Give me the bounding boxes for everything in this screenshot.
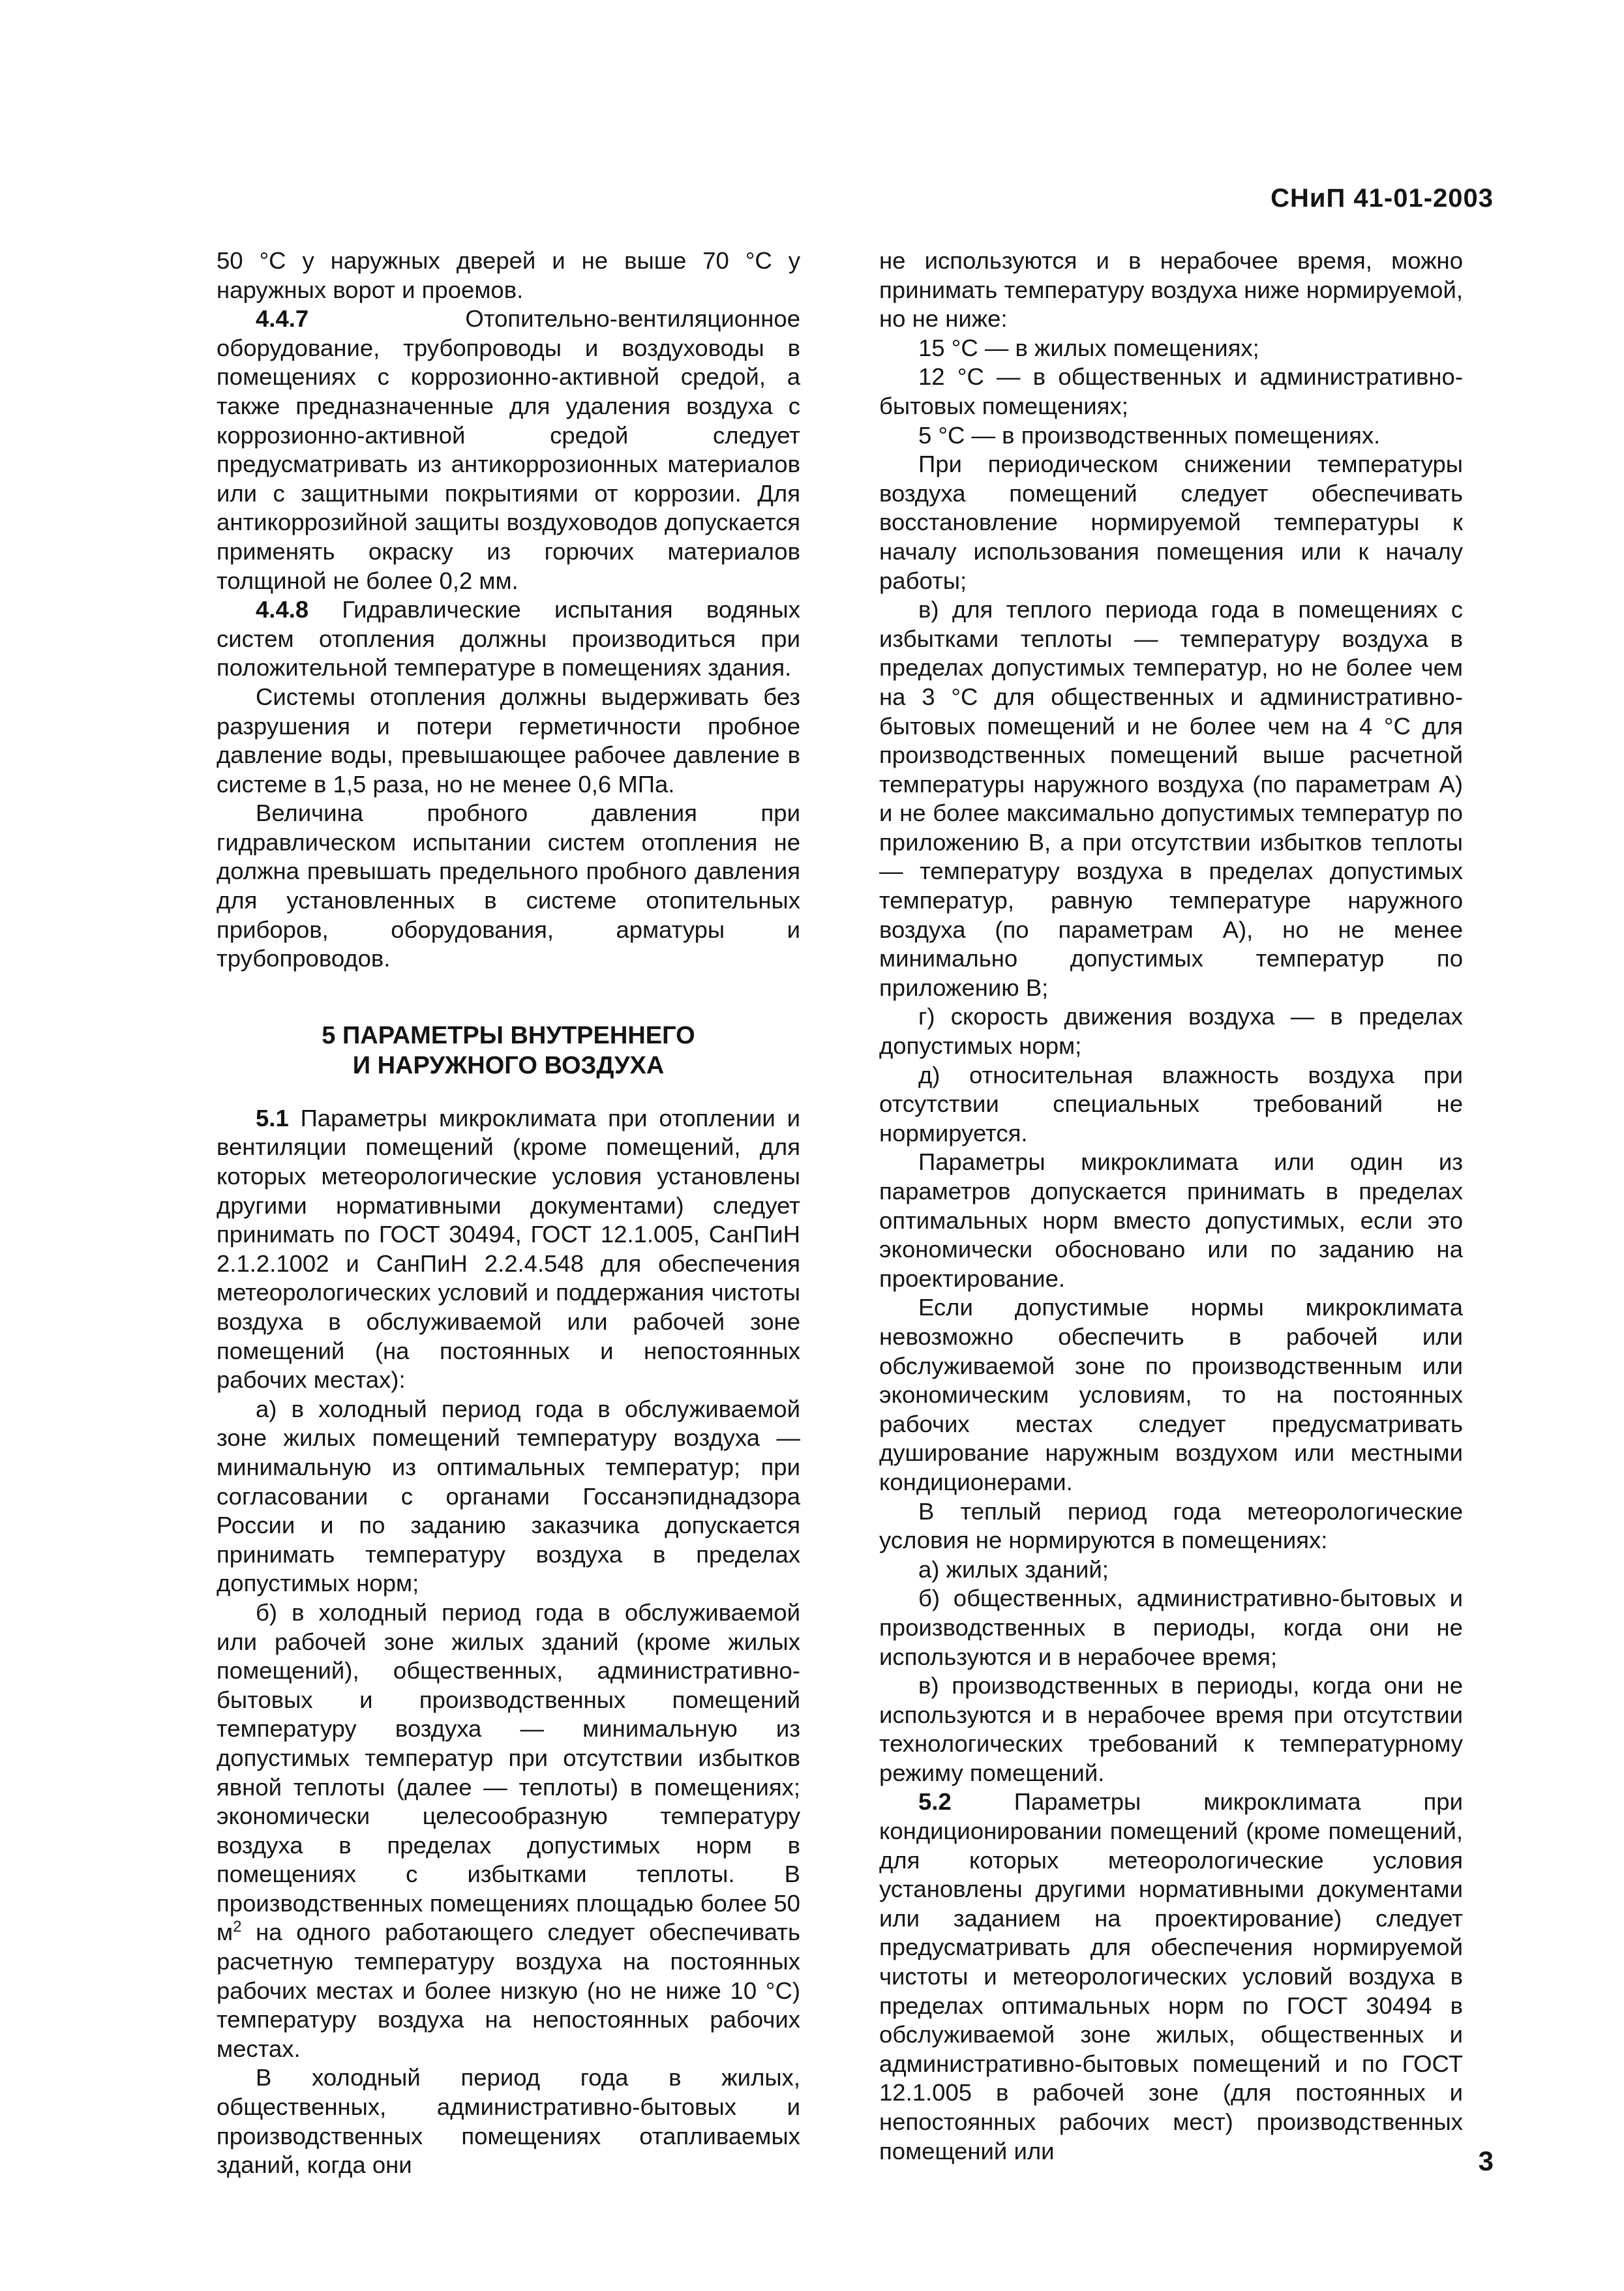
paragraph: При периодическом снижении температуры воздуха помещений следует обеспечивать восстановление нормируемой температуры к началу использования помещения или к началу работы;	[879, 451, 1463, 594]
clause-number: 4.4.7	[256, 305, 309, 333]
paragraph: 5 °С — в производственных помещениях.	[918, 421, 1381, 449]
section-heading-line1: 5 ПАРАМЕТРЫ ВНУТРЕННЕГО	[322, 1021, 695, 1049]
superscript: 2	[233, 1918, 242, 1936]
paragraph: Параметры микроклимата или один из параметров допускается принимать в пределах оптимальных норм вместо допустимых, если это экономически обосновано или по заданию на проектирование.	[879, 1148, 1463, 1292]
paragraph: 15 °С — в жилых помещениях;	[918, 334, 1259, 361]
clause-number: 5.1	[256, 1104, 289, 1131]
paragraph-4-4-8	[217, 595, 800, 683]
document-code: СНиП 41-01-2003	[1271, 184, 1494, 213]
paragraph-4-4-7	[217, 305, 800, 595]
clause-text: Отопительно-вентиляционное оборудование, трубопроводы и воздуховоды в помещениях с коррозионно-активной средой, а также предназначенные для удаления воздуха с коррозионно-активной средой следует предусматривать из антикоррозионных материалов или с защитными покрытиями от коррозии. Для антикоррозийной защиты воздуховодов допускается применять окраску из горючих материалов толщиной не более 0,2 мм.	[217, 305, 800, 594]
page-number: 3	[1478, 2146, 1494, 2176]
left-column	[217, 247, 800, 2180]
clause-number: 5.2	[918, 1788, 952, 1816]
text: б) в холодный период года в обслуживаемой или рабочей зоне жилых зданий (кроме жилых помещений), общественных, административно-бытовых и производственных помещений температуру воздуха — минимальную из допустимых температур при отсутствии избытков явной теплоты (далее — теплоты) в помещениях; экономически целесообразную температуру воздуха в пределах допустимых норм в помещениях с избытками теплоты. В производственных помещениях площадью более 50 м	[217, 1598, 800, 1946]
paragraph: Системы отопления должны выдерживать без разрушения и потери герметичности пробное давление воды, превышающее рабочее давление в системе в 1,5 раза, но не менее 0,6 МПа.	[217, 683, 800, 798]
paragraph: В теплый период года метеорологические условия не нормируются в помещениях:	[879, 1497, 1463, 1554]
clause-text: Гидравлические испытания водяных систем отопления должны производиться при положительной температуре в помещениях здания.	[217, 596, 800, 681]
paragraph: а) жилых зданий;	[918, 1555, 1109, 1583]
text: на одного работающего следует обеспечивать расчетную температуру воздуха на постоянных рабочих местах и более низкую (но не ниже 10 °С) температуру воздуха на непостоянных рабочих местах.	[217, 1919, 800, 2062]
clause-number: 4.4.8	[256, 596, 309, 623]
paragraph: Если допустимые нормы микроклимата невозможно обеспечить в рабочей или обслуживаемой зоне по производственным или экономическим условиям, то на постоянных рабочих местах следует предусматривать душирование наружным воздухом или местными кондиционерами.	[879, 1294, 1463, 1495]
paragraph: б) общественных, административно-бытовых и производственных в периоды, когда они не используются и в нерабочее время;	[879, 1585, 1463, 1670]
paragraph: 50 °С у наружных дверей и не выше 70 °С у наружных ворот и проемов.	[217, 247, 800, 303]
paragraph: а) в холодный период года в обслуживаемой зоне жилых помещений температуру воздуха — минимальную из оптимальных температур; при согласовании с органами Госсанэпиднадзора России и по заданию заказчика допускается принимать температуру воздуха в пределах допустимых норм;	[217, 1395, 800, 1597]
clause-text: Параметры микроклимата при кондиционировании помещений (кроме помещений, для которых метеорологические условия установлены другими нормативными документами или заданием на проектирование) следует предусматривать для обеспечения нормируемой чистоты и метеорологических условий воздуха в пределах оптимальных норм по ГОСТ 30494 в обслуживаемой зоне жилых, общественных и административно-бытовых помещений и по ГОСТ 12.1.005 в рабочей зоне (для постоянных и непостоянных рабочих мест) производственных помещений или	[879, 1788, 1463, 2164]
section-heading	[217, 1021, 800, 1081]
paragraph: д) относительная влажность воздуха при отсутствии специальных требований не нормируется.	[879, 1061, 1463, 1146]
paragraph: в) производственных в периоды, когда они не используются и в нерабочее время при отсутствии технологических требований к температурному режиму помещений.	[879, 1672, 1463, 1786]
paragraph-5-2	[879, 1788, 1463, 2166]
paragraph: Величина пробного давления при гидравлическом испытании систем отопления не должна превышать предельного пробного давления для установленных в системе отопительных приборов, оборудования, арматуры и трубопроводов.	[217, 800, 800, 972]
paragraph: г) скорость движения воздуха — в пределах допустимых норм;	[879, 1003, 1463, 1060]
paragraph: не используются и в нерабочее время, можно принимать температуру воздуха ниже нормируемой, но не ниже:	[879, 247, 1463, 333]
paragraph: в) для теплого периода года в помещениях с избытками теплоты — температуру воздуха в пределах допустимых температур, но не более чем на 3 °С для общественных и административно-бытовых помещений и не более чем на 4 °С для производственных помещений выше расчетной температуры наружного воздуха (по параметрам А) и не более максимально допустимых температур по приложению В, а при отсутствии избытков теплоты — температуру воздуха в пределах допустимых температур, равную температуре наружного воздуха (по параметрам А), но не менее минимально допустимых температур по приложению В;	[879, 596, 1463, 1001]
paragraph: 12 °С — в общественных и административно-бытовых помещениях;	[879, 363, 1463, 419]
paragraph	[217, 1598, 800, 2064]
section-heading-line2: И НАРУЖНОГО ВОЗДУХА	[352, 1051, 665, 1079]
paragraph-5-1	[217, 1104, 800, 1395]
clause-text: Параметры микроклимата при отоплении и вентиляции помещений (кроме помещений, для которых метеорологические условия установлены другими нормативными документами) следует принимать по ГОСТ 30494, ГОСТ 12.1.005, СанПиН 2.1.2.1002 и СанПиН 2.2.4.548 для обеспечения метеорологических условий и поддержания чистоты воздуха в обслуживаемой или рабочей зоне помещений (на постоянных и непостоянных рабочих местах):	[217, 1104, 800, 1394]
paragraph: В холодный период года в жилых, общественных, административно-бытовых и производственных помещениях отапливаемых зданий, когда они	[217, 2064, 800, 2179]
right-column	[879, 247, 1463, 2166]
